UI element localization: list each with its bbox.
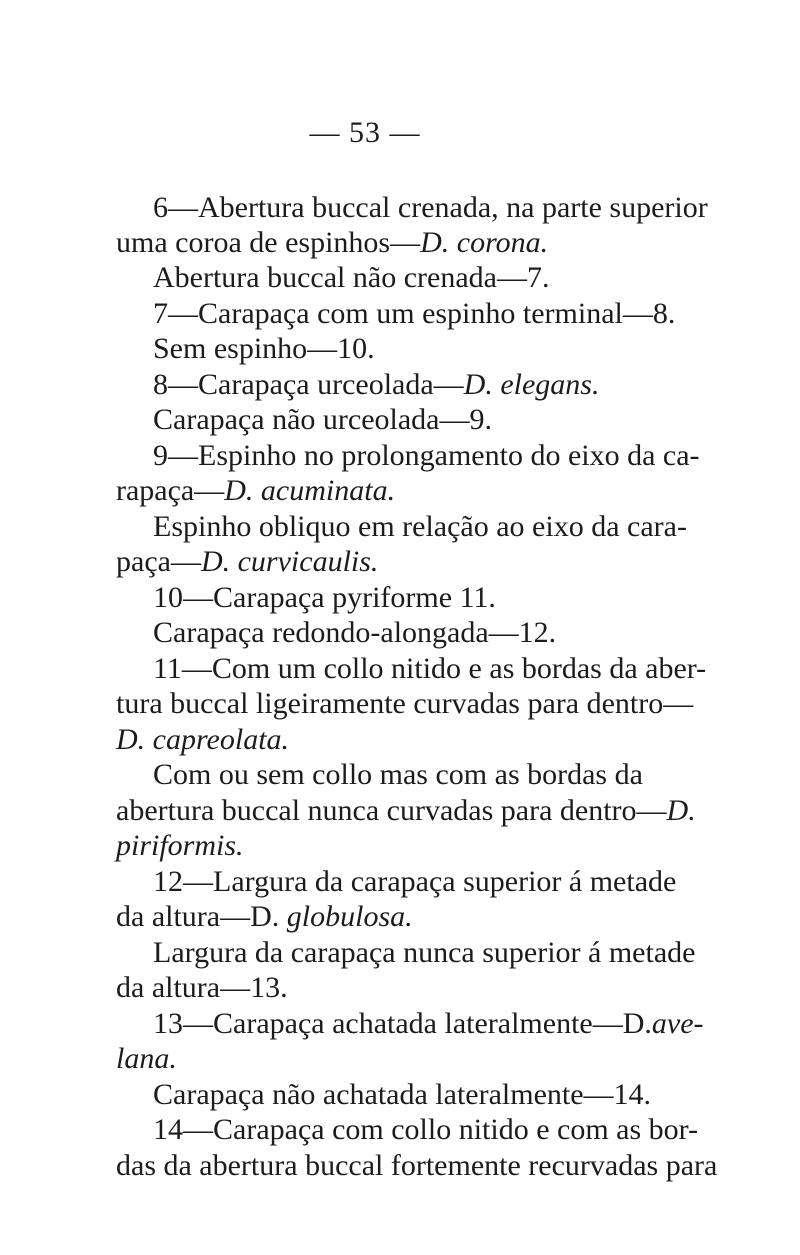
text-line: 6—Abertura buccal crenada, na parte superior [153,191,708,224]
text-line: 9—Espinho no prolongamento do eixo da ca- [153,439,700,472]
text-line: 7—Carapaça com um espinho terminal—8. [153,297,676,330]
text-line: 8—Carapaça urceolada—D. elegans. [153,368,600,401]
text-line: piriformis. [116,829,244,862]
text-line: 10—Carapaça pyriforme 11. [153,581,496,614]
text-line: abertura buccal nunca curvadas para dentro—D. [116,794,696,827]
text-line: paça—D. curvicaulis. [116,545,379,578]
text-line: rapaça—D. acuminata. [116,474,396,507]
text-line: Largura da carapaça nunca superior á metade [153,936,696,969]
text-line: 13—Carapaça achatada lateralmente—D.ave- [153,1007,704,1040]
text-line: uma coroa de espinhos—D. corona. [116,226,549,259]
text-line: tura buccal ligeiramente curvadas para dentro— [116,687,694,720]
text-line: Abertura buccal não crenada—7. [153,261,550,294]
text-line: da altura—D. globulosa. [116,900,413,933]
text-line: D. capreolata. [116,723,290,756]
text-line: 12—Largura da carapaça superior á metade [153,865,677,898]
text-line: 11—Com um collo nitido e as bordas da aber- [153,652,707,685]
text-line: Carapaça não urceolada—9. [153,403,492,436]
text-line: Com ou sem collo mas com as bordas da [153,758,643,791]
text-line: Carapaça não achatada lateralmente—14. [153,1078,652,1111]
text-line: Carapaça redondo-alongada—12. [153,616,557,649]
text-line: lana. [116,1042,177,1075]
text-line: 14—Carapaça com collo nitido e com as bor- [153,1113,699,1146]
text-line: Sem espinho—10. [153,332,375,365]
text-line: da altura—13. [116,971,288,1004]
text-line: Espinho obliquo em relação ao eixo da cara- [153,510,687,543]
text-line: das da abertura buccal fortemente recurvadas para [116,1149,718,1182]
page-number: — 53 — [309,116,421,149]
